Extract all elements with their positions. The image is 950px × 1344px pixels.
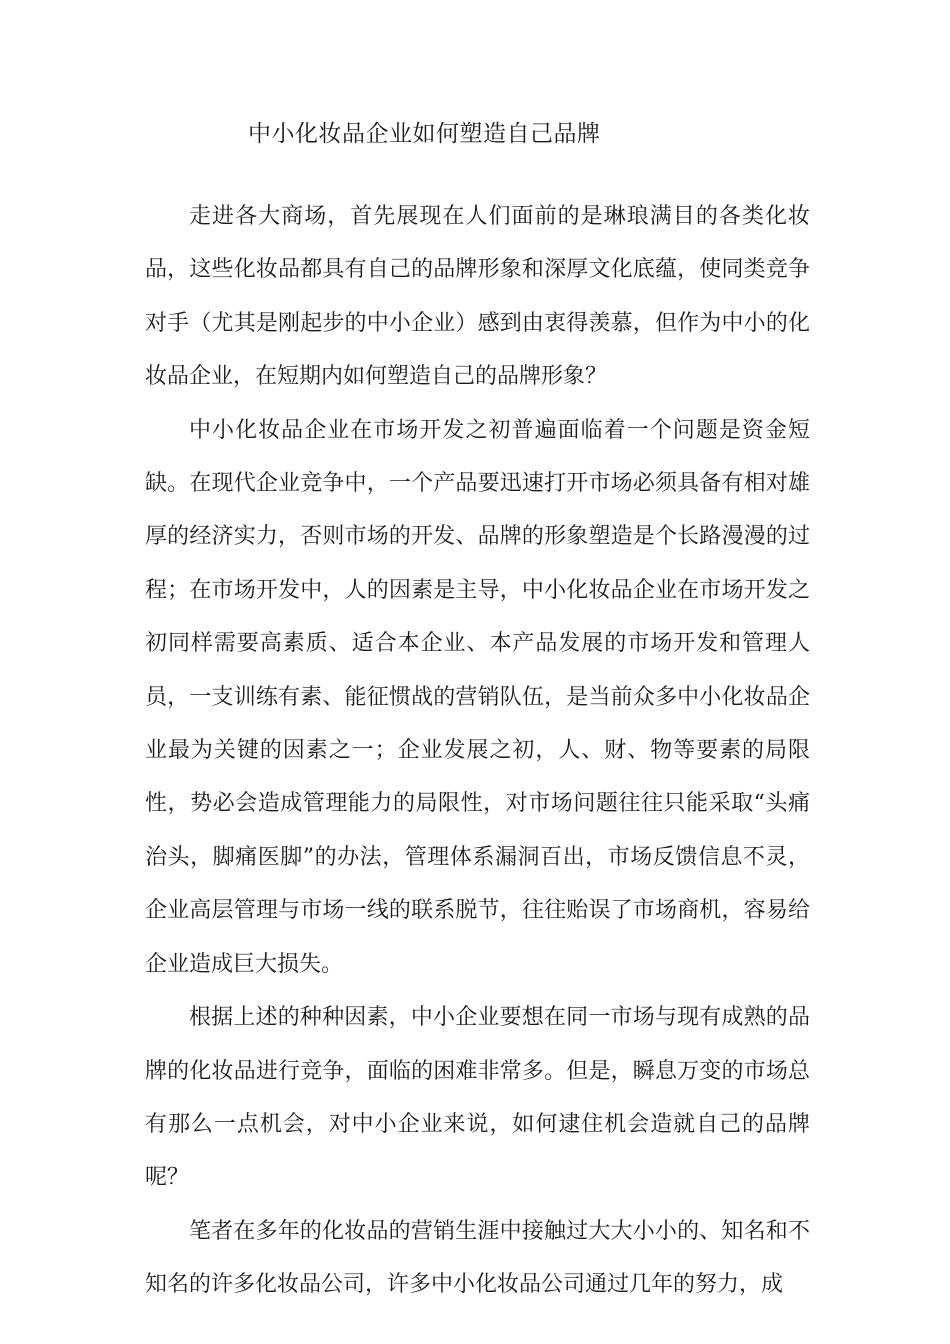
paragraph-challenges: 中小化妆品企业在市场开发之初普遍面临着一个问题是资金短缺。在现代企业竞争中，一个产品要迅速打开市场必须具备有相对雄厚的经济实力，否则市场的开发、品牌的形象塑造是个长路漫漫的过程；在市场开发中，人的因素是主导，中小化妆品企业在市场开发之初同样需要高素质、适合本企业、本产品发展的市场开发和管理人员，一支训练有素、能征惯战的营销队伍，是当前众多中小化妆品企业最为关键的因素之一；企业发展之初，人、财、物等要素的局限性，势必会造成管理能力的局限性，对市场问题往往只能采取“头痛治头，脚痛医脚”的办法，管理体系漏洞百出，市场反馈信息不灵，企业高层管理与市场一线的联系脱节，往往贻误了市场商机，容易给企业造成巨大损失。 <box>145 417 810 977</box>
document-title: 中小化妆品企业如何塑造自己品牌 <box>248 121 601 147</box>
paragraph-opportunity: 根据上述的种种因素，中小企业要想在同一市场与现有成熟的品牌的化妆品进行竞争，面临的困难非常多。但是，瞬息万变的市场总有那么一点机会，对中小企业来说，如何逮住机会造就自己的品牌呢？ <box>145 1005 810 1191</box>
paragraph-intro: 走进各大商场，首先展现在人们面前的是琳琅满目的各类化妆品，这些化妆品都具有自己的品牌形象和深厚文化底蕴，使同类竞争对手（尤其是刚起步的中小企业）感到由衷得羡慕，但作为中小的化妆品企业，在短期内如何塑造自己的品牌形象？ <box>145 204 810 390</box>
document-body <box>145 190 810 1312</box>
paragraph-experience: 笔者在多年的化妆品的营销生涯中接触过大大小小的、知名和不知名的许多化妆品公司，许多中小化妆品公司通过几年的努力，成 <box>145 1218 810 1298</box>
